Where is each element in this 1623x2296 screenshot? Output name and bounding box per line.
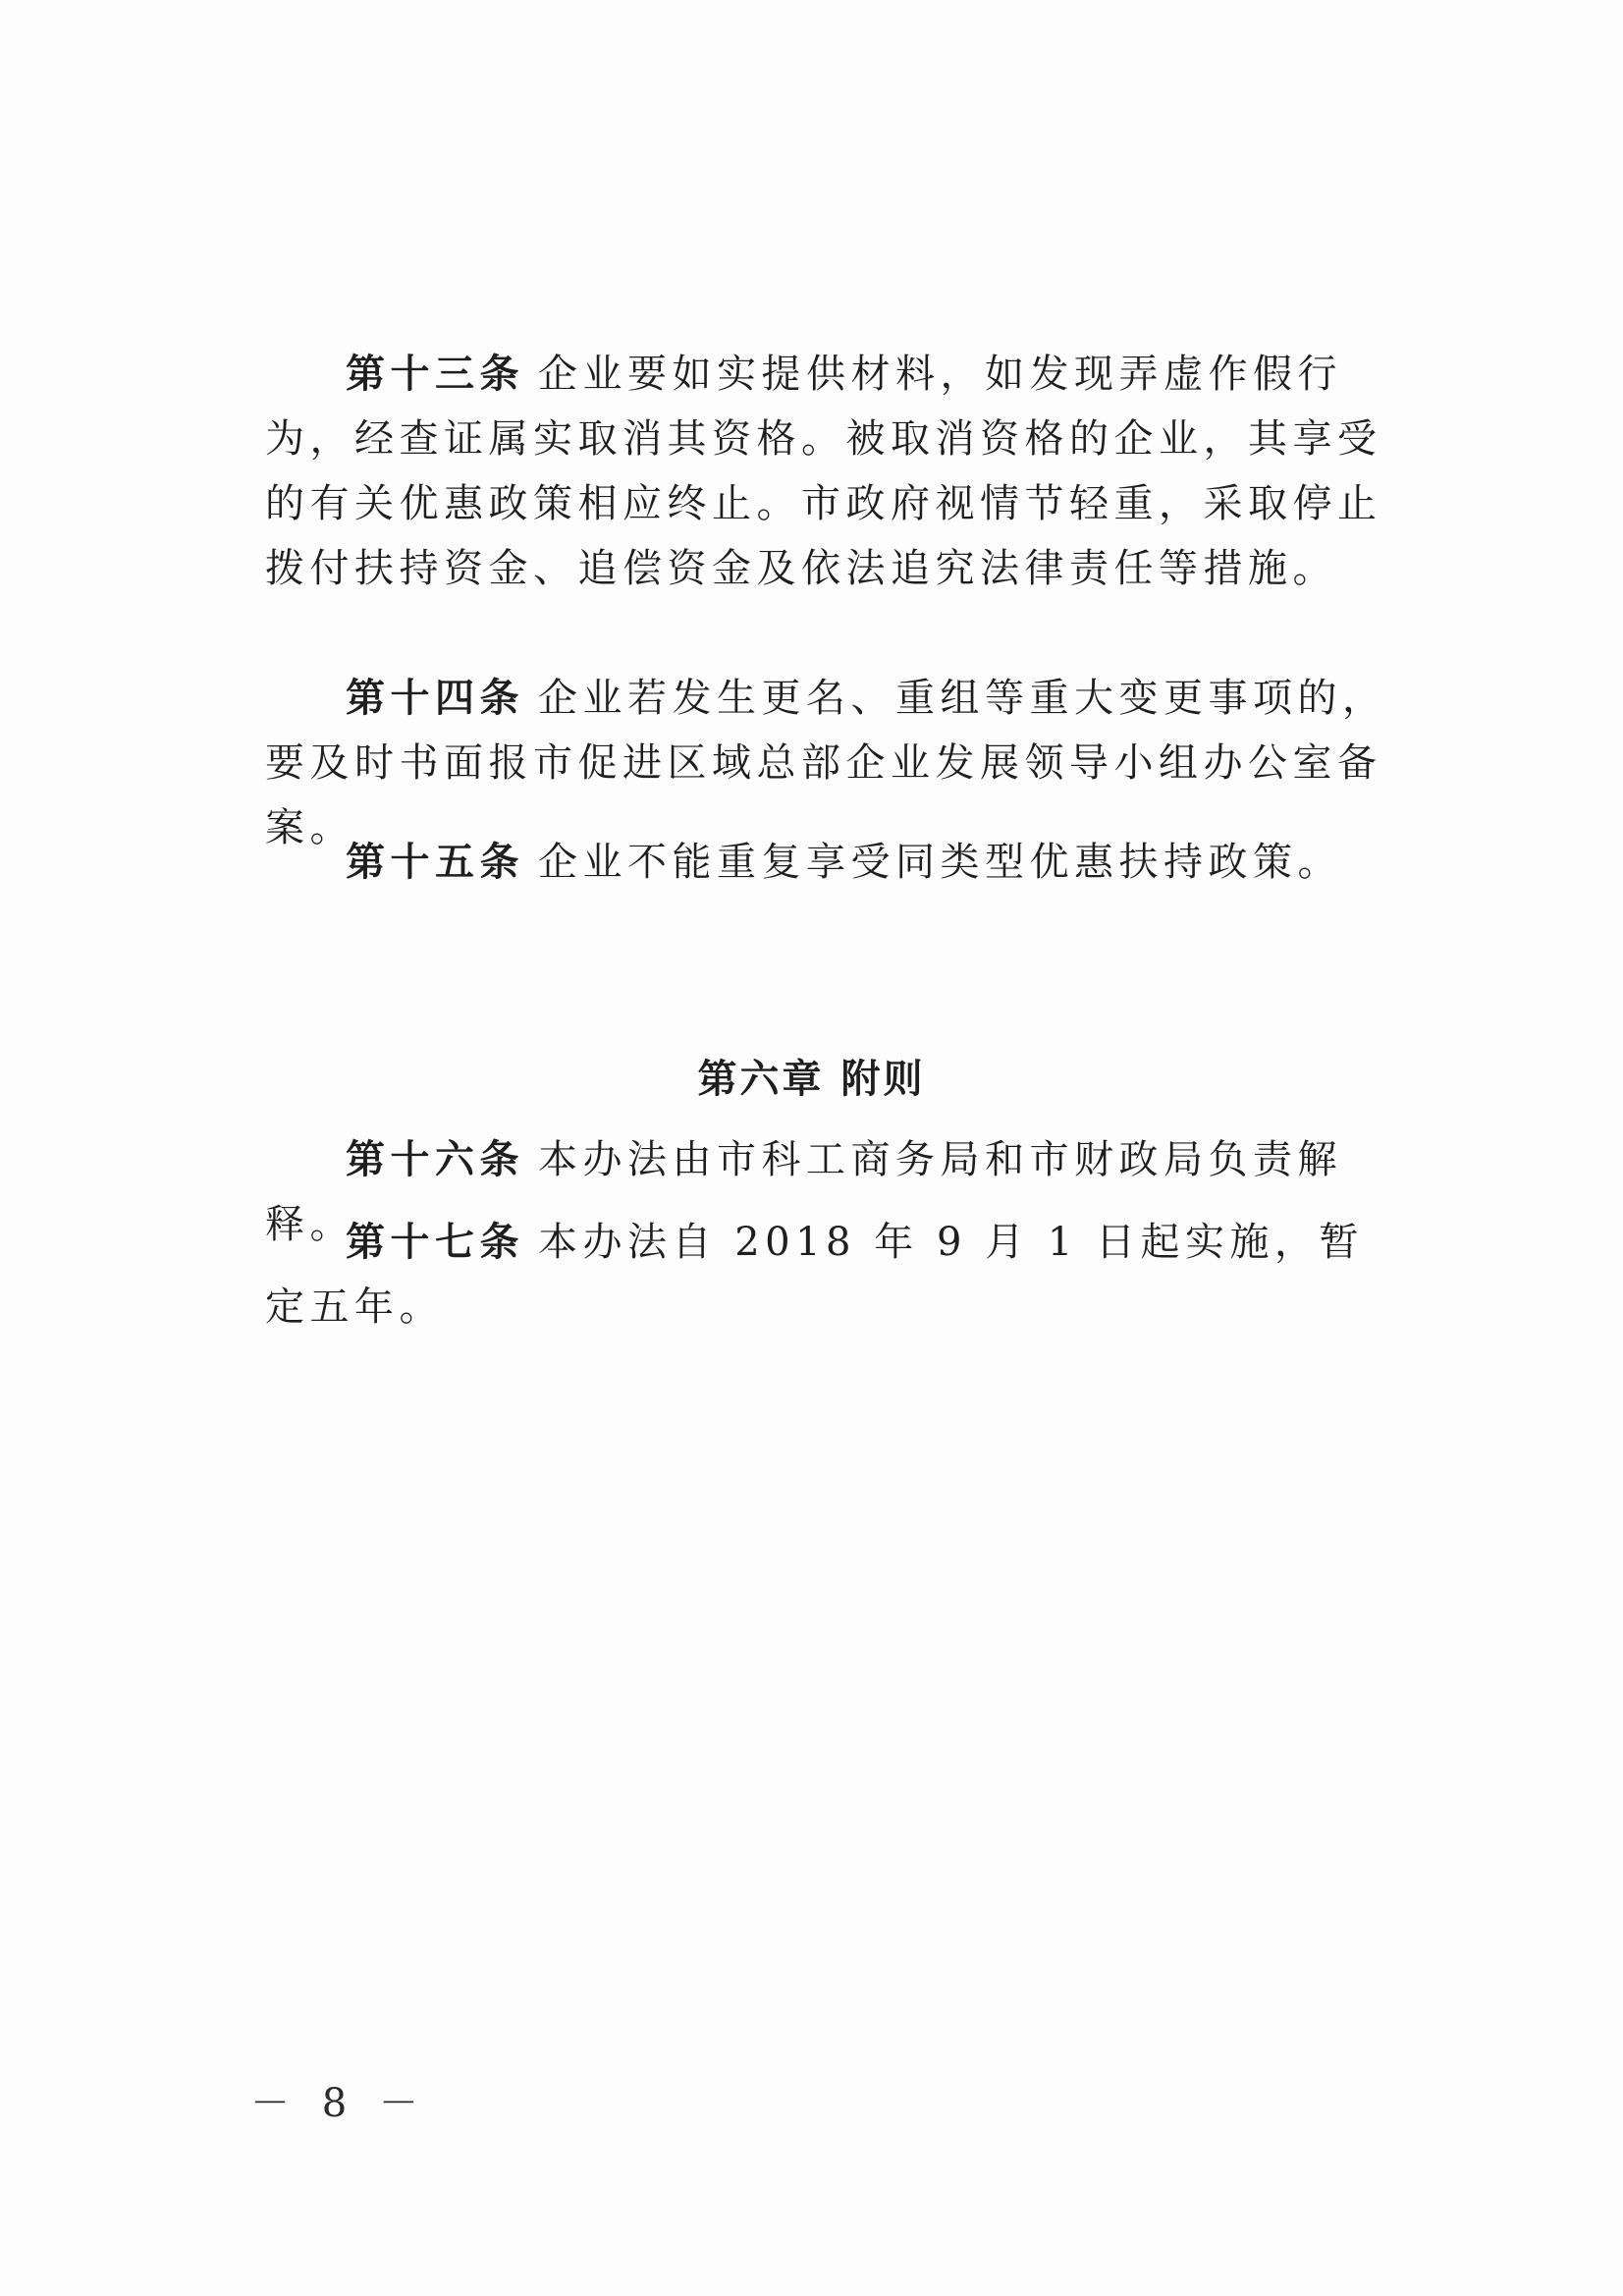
article-17-number: 第十七条	[346, 1220, 524, 1265]
article-13	[265, 342, 1394, 601]
article-16-number: 第十六条	[346, 1137, 524, 1182]
article-15-number: 第十五条	[346, 840, 524, 885]
article-13-number: 第十三条	[346, 352, 524, 397]
article-17	[265, 1210, 1394, 1339]
article-16-text: 本办法由市科工商务局和市财政局负责解释。	[265, 1137, 1342, 1247]
article-13-text: 企业要如实提供材料，如发现弄虚作假行为，经查证属实取消其资格。被取消资格的企业，其享受的有关优惠政策相应终止。市政府视情节轻重，采取停止拨付扶持资金、追偿资金及依法追究法律责任等措施。	[265, 352, 1382, 591]
article-17-text: 本办法自 2018 年 9 月 1 日起实施，暂定五年。	[265, 1220, 1364, 1330]
article-15	[265, 830, 1394, 895]
article-14-text: 企业若发生更名、重组等重大变更事项的，要及时书面报市促进区域总部企业发展领导小组办公室备案。	[265, 676, 1387, 850]
chapter-heading: 第六章 附则	[697, 1057, 926, 1102]
article-14-number: 第十四条	[346, 676, 524, 721]
article-15-text: 企业不能重复享受同类型优惠扶持政策。	[538, 840, 1342, 885]
page-number: － 8 －	[250, 2081, 428, 2126]
